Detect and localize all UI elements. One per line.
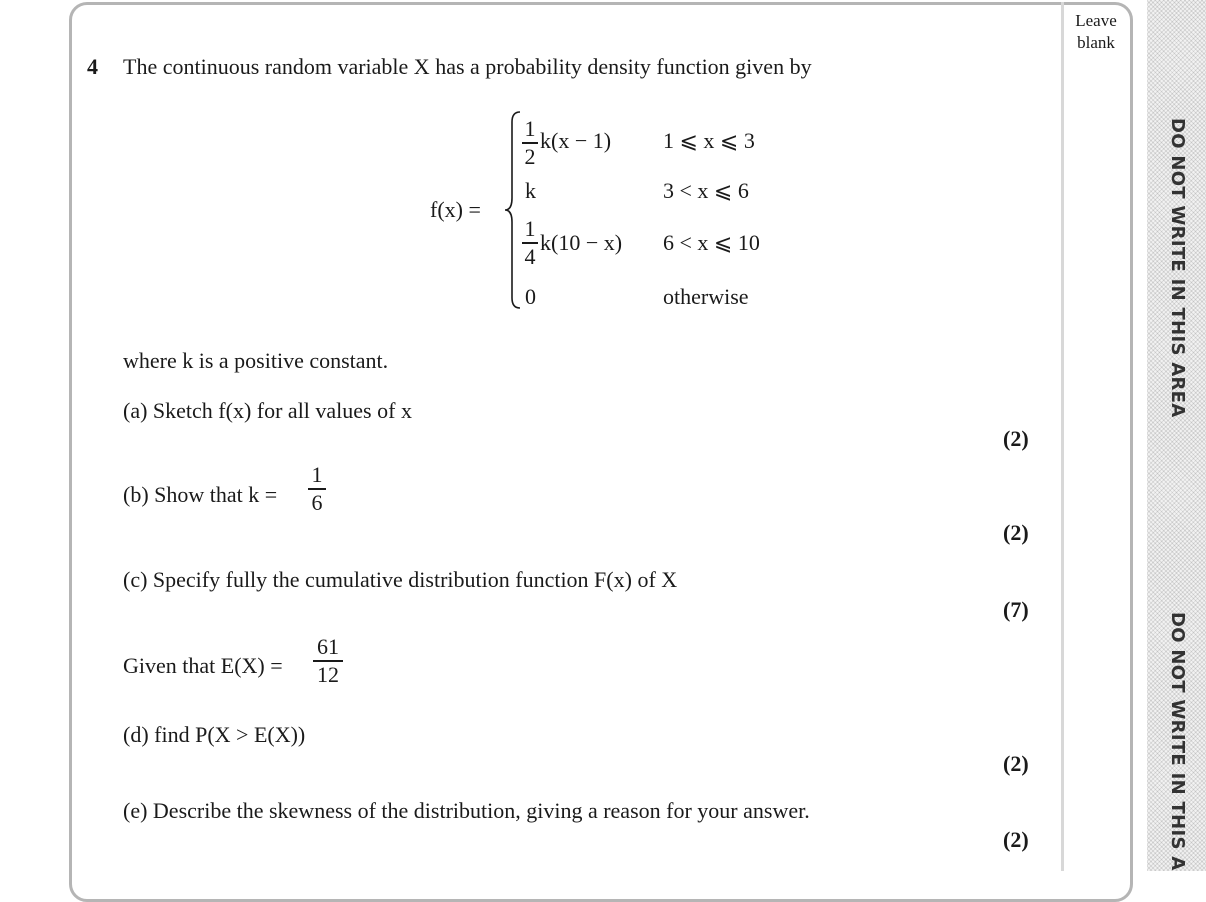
part-d-marks: (2) — [1003, 751, 1029, 776]
part-b-marks: (2) — [1003, 520, 1029, 545]
part-b-text: (b) Show that k = — [123, 482, 278, 507]
part-a-text: (a) Sketch f(x) for all values of x — [123, 398, 412, 423]
case3-expr: k(10 − x) — [540, 230, 623, 255]
case3-den: 4 — [524, 243, 536, 269]
given-num: 61 — [317, 634, 339, 659]
leave-blank-label: Leave blank — [1075, 11, 1117, 52]
question-intro: The continuous random variable X has a probability density function given by — [123, 54, 812, 79]
part-a-marks: (2) — [1003, 426, 1029, 451]
margin-warning-bottom: DO NOT WRITE IN THIS A — [1167, 612, 1188, 871]
pdf-lhs: f(x) = — [430, 197, 481, 222]
given-fraction — [313, 636, 343, 686]
part-e-marks: (2) — [1003, 827, 1029, 852]
question-number: 4 — [87, 54, 98, 79]
case3-num: 1 — [524, 216, 536, 241]
case3-range: 6 < x ⩽ 10 — [663, 230, 760, 255]
part-e-text: (e) Describe the skewness of the distribution, giving a reason for your answer. — [123, 798, 810, 823]
case1-den: 2 — [524, 143, 536, 169]
given-text: Given that E(X) = — [123, 653, 283, 678]
case1-fraction — [522, 118, 538, 168]
part-d-text: (d) find P(X > E(X)) — [123, 722, 306, 747]
left-brace — [502, 110, 524, 310]
case2-range: 3 < x ⩽ 6 — [663, 178, 749, 203]
case1-expr: k(x − 1) — [540, 128, 612, 153]
case1-num: 1 — [524, 116, 536, 141]
case1-range: 1 ⩽ x ⩽ 3 — [663, 128, 755, 153]
leave-blank-column-divider — [1061, 2, 1064, 871]
part-c-text: (c) Specify fully the cumulative distribution function F(x) of X — [123, 567, 678, 592]
case3-fraction — [522, 218, 538, 268]
case4-expr: 0 — [525, 284, 536, 309]
part-c-marks: (7) — [1003, 597, 1029, 622]
part-b-fraction — [308, 464, 326, 514]
where-statement: where k is a positive constant. — [123, 348, 389, 373]
part-b-den: 6 — [311, 489, 323, 515]
given-den: 12 — [317, 661, 339, 687]
case4-range: otherwise — [663, 284, 749, 309]
margin-warning-top: DO NOT WRITE IN THIS AREA — [1167, 118, 1188, 418]
part-b-num: 1 — [311, 462, 323, 487]
case2-expr: k — [525, 178, 536, 203]
